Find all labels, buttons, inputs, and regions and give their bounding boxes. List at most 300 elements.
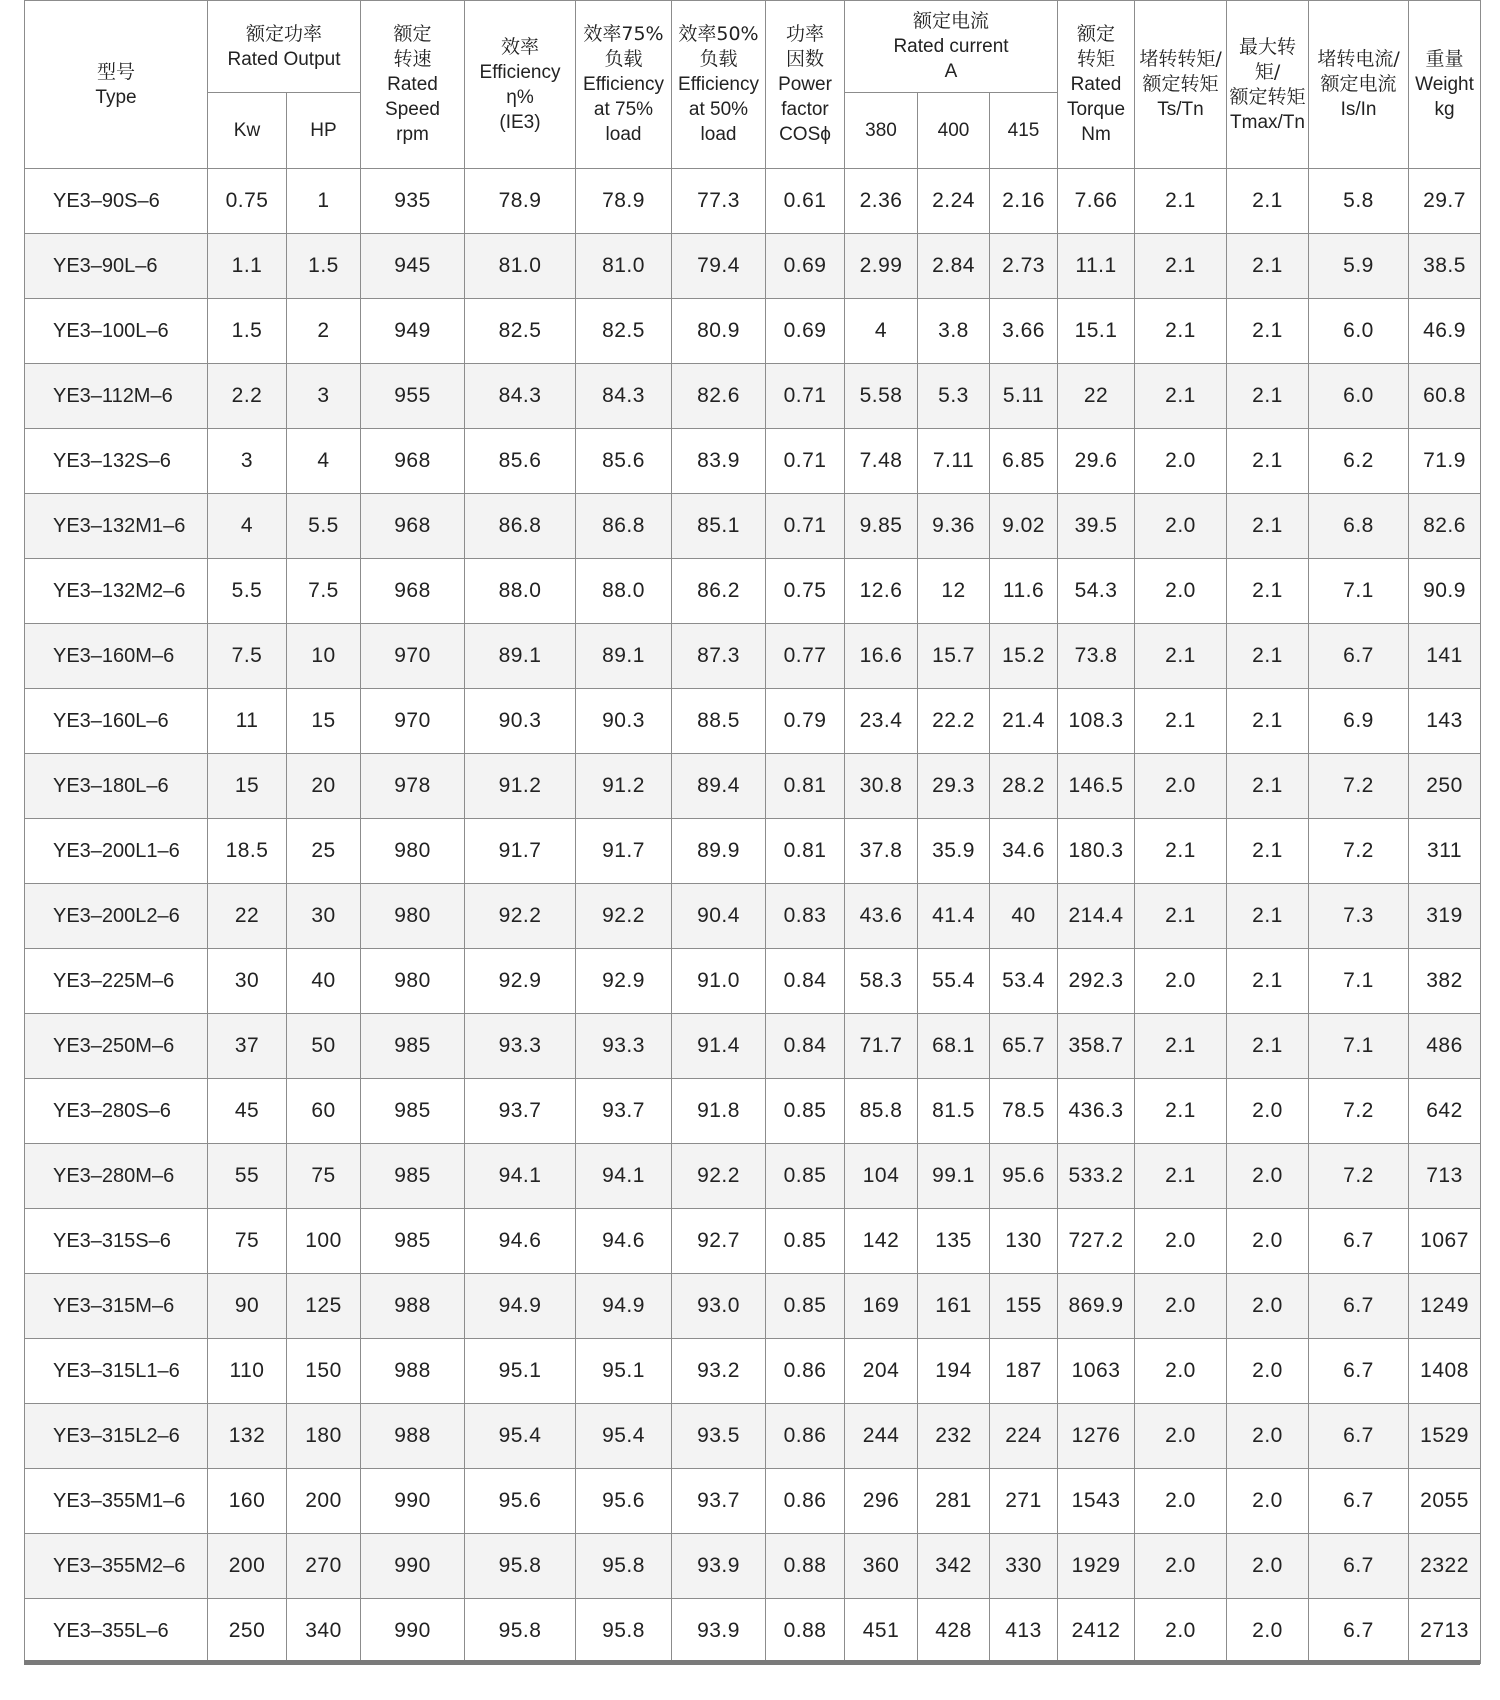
cell-power-factor: 0.71 (766, 429, 845, 494)
cell-hp: 1.5 (287, 234, 361, 299)
cell-ts-tn: 2.0 (1135, 1599, 1227, 1664)
cell-weight: 486 (1409, 1014, 1481, 1079)
cell-current-400: 41.4 (918, 884, 990, 949)
cell-hp: 7.5 (287, 559, 361, 624)
cell-tmax-tn: 2.1 (1227, 429, 1309, 494)
cell-current-400: 2.24 (918, 169, 990, 234)
cell-current-415: 53.4 (990, 949, 1058, 1014)
cell-torque: 108.3 (1058, 689, 1135, 754)
cell-current-380: 71.7 (845, 1014, 918, 1079)
cell-eff75: 94.9 (576, 1274, 672, 1339)
cell-torque: 1063 (1058, 1339, 1135, 1404)
cell-current-380: 43.6 (845, 884, 918, 949)
cell-efficiency: 92.2 (465, 884, 576, 949)
cell-is-in: 7.2 (1309, 819, 1409, 884)
header-weight-en: Weight (1415, 74, 1474, 95)
cell-power-factor: 0.85 (766, 1079, 845, 1144)
cell-kw: 30 (208, 949, 287, 1014)
header-eff50-en2: at 50% (688, 99, 749, 120)
cell-is-in: 7.1 (1309, 1014, 1409, 1079)
cell-power-factor: 0.85 (766, 1209, 845, 1274)
cell-hp: 200 (287, 1469, 361, 1534)
cell-type: YE3–132M1–6 (25, 494, 208, 559)
cell-kw: 18.5 (208, 819, 287, 884)
cell-ts-tn: 2.0 (1135, 429, 1227, 494)
cell-eff75: 95.8 (576, 1599, 672, 1664)
cell-is-in: 6.7 (1309, 1339, 1409, 1404)
cell-ts-tn: 2.1 (1135, 169, 1227, 234)
table-row (25, 754, 1481, 819)
header-eff75 (576, 1, 672, 169)
cell-current-415: 65.7 (990, 1014, 1058, 1079)
cell-ts-tn: 2.1 (1135, 234, 1227, 299)
cell-current-415: 155 (990, 1274, 1058, 1339)
table-row (25, 1404, 1481, 1469)
cell-current-415: 3.66 (990, 299, 1058, 364)
cell-eff75: 95.8 (576, 1534, 672, 1599)
header-tmax-cn2: 额定转矩 (1229, 85, 1306, 108)
header-type (25, 1, 208, 169)
cell-torque: 1276 (1058, 1404, 1135, 1469)
cell-efficiency: 81.0 (465, 234, 576, 299)
bottom-divider (24, 1660, 1480, 1665)
header-hp: HP (287, 93, 361, 169)
cell-weight: 642 (1409, 1079, 1481, 1144)
cell-type: YE3–315M–6 (25, 1274, 208, 1339)
cell-hp: 25 (287, 819, 361, 884)
cell-kw: 250 (208, 1599, 287, 1664)
cell-efficiency: 93.7 (465, 1079, 576, 1144)
header-efficiency (465, 1, 576, 169)
cell-current-380: 9.85 (845, 494, 918, 559)
cell-current-400: 55.4 (918, 949, 990, 1014)
cell-current-415: 15.2 (990, 624, 1058, 689)
cell-weight: 311 (1409, 819, 1481, 884)
cell-current-415: 28.2 (990, 754, 1058, 819)
cell-torque: 7.66 (1058, 169, 1135, 234)
cell-speed: 985 (361, 1014, 465, 1079)
cell-kw: 45 (208, 1079, 287, 1144)
cell-eff75: 95.1 (576, 1339, 672, 1404)
cell-current-400: 3.8 (918, 299, 990, 364)
cell-torque: 22 (1058, 364, 1135, 429)
table-row (25, 1469, 1481, 1534)
cell-eff50: 77.3 (672, 169, 766, 234)
cell-ts-tn: 2.0 (1135, 1339, 1227, 1404)
cell-type: YE3–200L2–6 (25, 884, 208, 949)
table-row (25, 169, 1481, 234)
cell-kw: 160 (208, 1469, 287, 1534)
cell-type: YE3–200L1–6 (25, 819, 208, 884)
cell-eff75: 86.8 (576, 494, 672, 559)
cell-power-factor: 0.69 (766, 299, 845, 364)
cell-current-415: 5.11 (990, 364, 1058, 429)
header-current-en: Rated current (893, 36, 1009, 57)
header-pf-cn2: 因数 (785, 48, 824, 70)
header-eff75-cn1: 效率75% (583, 23, 664, 45)
cell-ts-tn: 2.0 (1135, 754, 1227, 819)
cell-speed: 985 (361, 1079, 465, 1144)
cell-ts-tn: 2.0 (1135, 1274, 1227, 1339)
cell-current-380: 169 (845, 1274, 918, 1339)
cell-is-in: 5.9 (1309, 234, 1409, 299)
cell-torque: 2412 (1058, 1599, 1135, 1664)
cell-type: YE3–355M1–6 (25, 1469, 208, 1534)
cell-eff50: 93.5 (672, 1404, 766, 1469)
cell-power-factor: 0.71 (766, 494, 845, 559)
cell-ts-tn: 2.1 (1135, 1079, 1227, 1144)
table-row (25, 689, 1481, 754)
table-row (25, 624, 1481, 689)
cell-power-factor: 0.84 (766, 949, 845, 1014)
cell-power-factor: 0.79 (766, 689, 845, 754)
spec-table-container (24, 0, 1480, 1664)
cell-tmax-tn: 2.1 (1227, 689, 1309, 754)
cell-speed: 985 (361, 1209, 465, 1274)
header-pf-en3: COSϕ (779, 124, 831, 145)
cell-efficiency: 93.3 (465, 1014, 576, 1079)
cell-kw: 75 (208, 1209, 287, 1274)
cell-tmax-tn: 2.0 (1227, 1534, 1309, 1599)
cell-power-factor: 0.75 (766, 559, 845, 624)
cell-hp: 5.5 (287, 494, 361, 559)
cell-eff50: 92.7 (672, 1209, 766, 1274)
cell-type: YE3–355L–6 (25, 1599, 208, 1664)
cell-current-415: 78.5 (990, 1079, 1058, 1144)
cell-eff75: 84.3 (576, 364, 672, 429)
cell-weight: 46.9 (1409, 299, 1481, 364)
table-row (25, 1079, 1481, 1144)
cell-tmax-tn: 2.0 (1227, 1404, 1309, 1469)
cell-ts-tn: 2.0 (1135, 949, 1227, 1014)
cell-speed: 978 (361, 754, 465, 819)
header-eff50 (672, 1, 766, 169)
header-efficiency-unit: (IE3) (499, 111, 541, 133)
cell-eff50: 93.9 (672, 1599, 766, 1664)
cell-torque: 292.3 (1058, 949, 1135, 1014)
header-current-380: 380 (845, 93, 918, 169)
cell-hp: 125 (287, 1274, 361, 1339)
cell-current-400: 5.3 (918, 364, 990, 429)
cell-hp: 15 (287, 689, 361, 754)
table-row (25, 299, 1481, 364)
cell-torque: 39.5 (1058, 494, 1135, 559)
cell-ts-tn: 2.0 (1135, 1209, 1227, 1274)
header-current-cn: 额定电流 (913, 10, 990, 32)
cell-eff75: 91.2 (576, 754, 672, 819)
table-header (25, 1, 1481, 169)
cell-current-380: 58.3 (845, 949, 918, 1014)
cell-kw: 1.1 (208, 234, 287, 299)
cell-tmax-tn: 2.0 (1227, 1079, 1309, 1144)
table-row (25, 819, 1481, 884)
cell-kw: 90 (208, 1274, 287, 1339)
header-ts-tn (1135, 1, 1227, 169)
cell-efficiency: 95.8 (465, 1599, 576, 1664)
cell-current-400: 342 (918, 1534, 990, 1599)
header-pf-en2: factor (781, 99, 829, 120)
cell-ts-tn: 2.1 (1135, 884, 1227, 949)
cell-hp: 3 (287, 364, 361, 429)
cell-current-415: 2.73 (990, 234, 1058, 299)
cell-power-factor: 0.81 (766, 819, 845, 884)
cell-current-415: 95.6 (990, 1144, 1058, 1209)
cell-is-in: 7.1 (1309, 949, 1409, 1014)
cell-eff50: 89.9 (672, 819, 766, 884)
cell-current-380: 23.4 (845, 689, 918, 754)
cell-torque: 11.1 (1058, 234, 1135, 299)
cell-eff50: 92.2 (672, 1144, 766, 1209)
cell-speed: 980 (361, 819, 465, 884)
cell-kw: 5.5 (208, 559, 287, 624)
header-eff75-cn2: 负载 (604, 48, 643, 70)
table-row (25, 429, 1481, 494)
cell-current-415: 330 (990, 1534, 1058, 1599)
header-tmax-cn1: 最大转矩/ (1239, 35, 1297, 83)
cell-torque: 436.3 (1058, 1079, 1135, 1144)
cell-current-400: 35.9 (918, 819, 990, 884)
cell-power-factor: 0.84 (766, 1014, 845, 1079)
cell-eff50: 93.9 (672, 1534, 766, 1599)
cell-type: YE3–315L2–6 (25, 1404, 208, 1469)
cell-weight: 2713 (1409, 1599, 1481, 1664)
cell-type: YE3–112M–6 (25, 364, 208, 429)
cell-torque: 358.7 (1058, 1014, 1135, 1079)
cell-weight: 713 (1409, 1144, 1481, 1209)
cell-is-in: 6.7 (1309, 1599, 1409, 1664)
header-current-400: 400 (918, 93, 990, 169)
cell-power-factor: 0.86 (766, 1339, 845, 1404)
header-is-en: Is/In (1340, 99, 1377, 120)
cell-current-400: 22.2 (918, 689, 990, 754)
cell-tmax-tn: 2.1 (1227, 364, 1309, 429)
cell-current-415: 413 (990, 1599, 1058, 1664)
header-torque-cn2: 转矩 (1077, 48, 1116, 70)
cell-ts-tn: 2.1 (1135, 364, 1227, 429)
cell-efficiency: 94.1 (465, 1144, 576, 1209)
cell-current-380: 7.48 (845, 429, 918, 494)
cell-hp: 30 (287, 884, 361, 949)
cell-weight: 38.5 (1409, 234, 1481, 299)
cell-eff50: 80.9 (672, 299, 766, 364)
cell-type: YE3–100L–6 (25, 299, 208, 364)
header-speed-cn1: 额定 (393, 23, 432, 45)
cell-current-400: 9.36 (918, 494, 990, 559)
cell-is-in: 6.0 (1309, 364, 1409, 429)
cell-kw: 11 (208, 689, 287, 754)
header-rated-current (845, 1, 1058, 93)
cell-eff50: 88.5 (672, 689, 766, 754)
cell-weight: 1249 (1409, 1274, 1481, 1339)
cell-eff75: 93.7 (576, 1079, 672, 1144)
header-speed-unit: rpm (396, 124, 429, 145)
cell-eff50: 89.4 (672, 754, 766, 819)
cell-current-415: 21.4 (990, 689, 1058, 754)
cell-eff75: 94.1 (576, 1144, 672, 1209)
header-is-cn2: 额定电流 (1320, 73, 1397, 95)
header-type-cn: 型号 (96, 60, 135, 83)
table-row (25, 1274, 1481, 1339)
cell-speed: 968 (361, 429, 465, 494)
cell-eff50: 86.2 (672, 559, 766, 624)
header-efficiency-symbol: η% (506, 86, 534, 108)
cell-efficiency: 78.9 (465, 169, 576, 234)
cell-hp: 10 (287, 624, 361, 689)
cell-ts-tn: 2.0 (1135, 494, 1227, 559)
cell-hp: 75 (287, 1144, 361, 1209)
header-is-cn1: 堵转电流/ (1317, 48, 1400, 70)
cell-power-factor: 0.69 (766, 234, 845, 299)
cell-torque: 1543 (1058, 1469, 1135, 1534)
cell-ts-tn: 2.0 (1135, 559, 1227, 624)
cell-eff75: 82.5 (576, 299, 672, 364)
cell-speed: 988 (361, 1404, 465, 1469)
cell-efficiency: 85.6 (465, 429, 576, 494)
header-pf-cn1: 功率 (785, 23, 824, 45)
cell-current-380: 451 (845, 1599, 918, 1664)
cell-current-380: 16.6 (845, 624, 918, 689)
cell-weight: 319 (1409, 884, 1481, 949)
cell-efficiency: 84.3 (465, 364, 576, 429)
cell-weight: 1067 (1409, 1209, 1481, 1274)
cell-type: YE3–250M–6 (25, 1014, 208, 1079)
cell-torque: 29.6 (1058, 429, 1135, 494)
header-tmax-en: Tmax/Tn (1230, 111, 1305, 133)
cell-efficiency: 86.8 (465, 494, 576, 559)
cell-torque: 180.3 (1058, 819, 1135, 884)
cell-current-380: 142 (845, 1209, 918, 1274)
cell-power-factor: 0.88 (766, 1534, 845, 1599)
header-pf-en1: Power (778, 74, 832, 95)
cell-current-400: 2.84 (918, 234, 990, 299)
table-row (25, 1014, 1481, 1079)
cell-tmax-tn: 2.0 (1227, 1599, 1309, 1664)
cell-is-in: 6.7 (1309, 624, 1409, 689)
header-eff50-en1: Efficiency (678, 74, 759, 95)
cell-speed: 988 (361, 1339, 465, 1404)
cell-efficiency: 88.0 (465, 559, 576, 624)
cell-type: YE3–160L–6 (25, 689, 208, 754)
cell-torque: 54.3 (1058, 559, 1135, 624)
cell-weight: 250 (1409, 754, 1481, 819)
cell-hp: 150 (287, 1339, 361, 1404)
cell-weight: 1529 (1409, 1404, 1481, 1469)
cell-ts-tn: 2.0 (1135, 1469, 1227, 1534)
table-row (25, 1144, 1481, 1209)
cell-type: YE3–90S–6 (25, 169, 208, 234)
header-rated-output (208, 1, 361, 93)
cell-eff75: 92.9 (576, 949, 672, 1014)
cell-tmax-tn: 2.1 (1227, 949, 1309, 1014)
cell-type: YE3–180L–6 (25, 754, 208, 819)
cell-eff50: 91.8 (672, 1079, 766, 1144)
cell-tmax-tn: 2.1 (1227, 819, 1309, 884)
cell-hp: 1 (287, 169, 361, 234)
table-row (25, 949, 1481, 1014)
cell-ts-tn: 2.1 (1135, 1144, 1227, 1209)
cell-tmax-tn: 2.1 (1227, 234, 1309, 299)
cell-efficiency: 91.2 (465, 754, 576, 819)
cell-tmax-tn: 2.0 (1227, 1274, 1309, 1339)
cell-ts-tn: 2.1 (1135, 624, 1227, 689)
cell-current-415: 6.85 (990, 429, 1058, 494)
cell-weight: 141 (1409, 624, 1481, 689)
cell-current-400: 161 (918, 1274, 990, 1339)
cell-eff50: 93.0 (672, 1274, 766, 1339)
cell-eff75: 94.6 (576, 1209, 672, 1274)
header-speed-cn2: 转速 (393, 48, 432, 70)
cell-tmax-tn: 2.1 (1227, 494, 1309, 559)
cell-current-400: 232 (918, 1404, 990, 1469)
cell-efficiency: 91.7 (465, 819, 576, 884)
cell-power-factor: 0.86 (766, 1469, 845, 1534)
cell-hp: 60 (287, 1079, 361, 1144)
cell-torque: 869.9 (1058, 1274, 1135, 1339)
cell-power-factor: 0.86 (766, 1404, 845, 1469)
header-rated-torque (1058, 1, 1135, 169)
cell-torque: 533.2 (1058, 1144, 1135, 1209)
header-torque-unit: Nm (1081, 124, 1111, 145)
cell-tmax-tn: 2.1 (1227, 299, 1309, 364)
cell-kw: 200 (208, 1534, 287, 1599)
cell-hp: 180 (287, 1404, 361, 1469)
cell-current-415: 224 (990, 1404, 1058, 1469)
cell-power-factor: 0.85 (766, 1144, 845, 1209)
cell-torque: 73.8 (1058, 624, 1135, 689)
cell-type: YE3–132S–6 (25, 429, 208, 494)
header-torque-cn1: 额定 (1077, 23, 1116, 45)
cell-is-in: 6.7 (1309, 1274, 1409, 1339)
cell-efficiency: 95.1 (465, 1339, 576, 1404)
cell-torque: 1929 (1058, 1534, 1135, 1599)
cell-current-400: 194 (918, 1339, 990, 1404)
cell-eff50: 91.4 (672, 1014, 766, 1079)
header-efficiency-cn: 效率 (500, 35, 539, 58)
cell-eff50: 83.9 (672, 429, 766, 494)
table-row (25, 1599, 1481, 1664)
cell-eff75: 91.7 (576, 819, 672, 884)
table-row (25, 234, 1481, 299)
cell-power-factor: 0.71 (766, 364, 845, 429)
cell-tmax-tn: 2.1 (1227, 754, 1309, 819)
cell-is-in: 6.7 (1309, 1209, 1409, 1274)
cell-weight: 82.6 (1409, 494, 1481, 559)
header-ts-cn2: 额定转矩 (1142, 73, 1219, 95)
cell-tmax-tn: 2.0 (1227, 1339, 1309, 1404)
cell-current-400: 68.1 (918, 1014, 990, 1079)
cell-current-380: 104 (845, 1144, 918, 1209)
cell-kw: 1.5 (208, 299, 287, 364)
cell-type: YE3–160M–6 (25, 624, 208, 689)
cell-current-380: 30.8 (845, 754, 918, 819)
header-eff75-en3: load (605, 124, 642, 145)
cell-speed: 980 (361, 949, 465, 1014)
cell-current-400: 12 (918, 559, 990, 624)
cell-kw: 22 (208, 884, 287, 949)
cell-is-in: 6.7 (1309, 1404, 1409, 1469)
header-torque-en1: Rated (1070, 74, 1122, 95)
cell-current-380: 2.99 (845, 234, 918, 299)
cell-eff75: 85.6 (576, 429, 672, 494)
cell-power-factor: 0.77 (766, 624, 845, 689)
cell-kw: 110 (208, 1339, 287, 1404)
cell-type: YE3–280S–6 (25, 1079, 208, 1144)
cell-weight: 2055 (1409, 1469, 1481, 1534)
cell-is-in: 6.7 (1309, 1469, 1409, 1534)
cell-tmax-tn: 2.0 (1227, 1144, 1309, 1209)
header-rated-output-cn: 额定功率 (245, 22, 322, 45)
cell-weight: 2322 (1409, 1534, 1481, 1599)
